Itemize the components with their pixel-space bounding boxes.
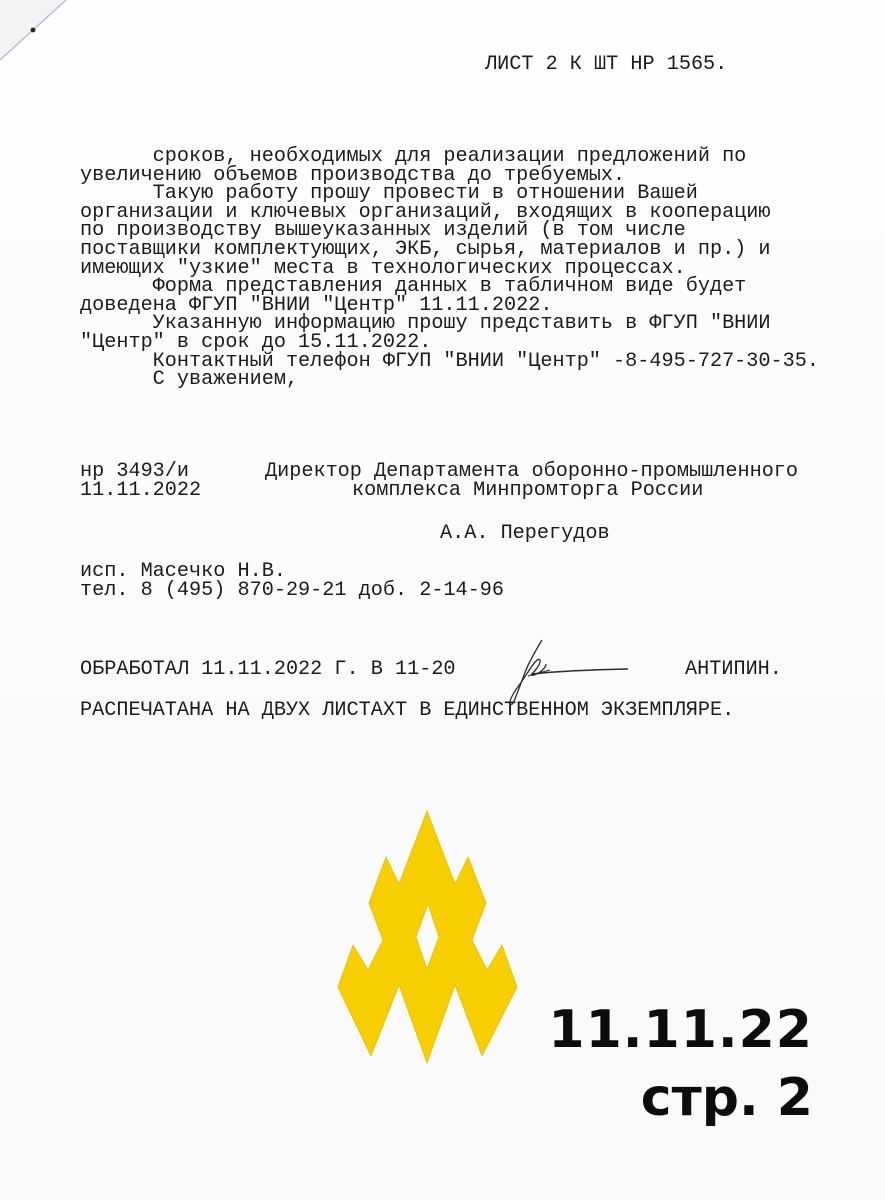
body-line: по производству вышеуказанных изделий (в том числе bbox=[80, 219, 686, 243]
registration-date: 11.11.2022 bbox=[80, 479, 202, 502]
signatory-name: А.А. Перегудов bbox=[440, 522, 610, 545]
body-line: Форма представления данных в табличном виде будет bbox=[80, 275, 747, 299]
yellow-rhombus-emblem-icon bbox=[330, 805, 530, 1070]
stamp-page-number: стр. 2 bbox=[640, 1068, 813, 1128]
body-line: увеличению объемов производства до требуемых. bbox=[80, 163, 626, 187]
body-line: доведена ФГУП "ВНИИ "Центр" 11.11.2022. bbox=[80, 293, 553, 317]
executor-name: исп. Масечко Н.В. bbox=[80, 560, 286, 583]
printed-copies-note: РАСПЕЧАТАНА НА ДВУХ ЛИСТАХТ В ЕДИНСТВЕННОМ ЭКЗЕМПЛЯРЕ. bbox=[80, 699, 735, 722]
body-line: имеющих "узкие" места в технологических процессах. bbox=[80, 256, 686, 280]
body-line: Указанную информацию прошу представить в ФГУП "ВНИИ bbox=[80, 312, 771, 336]
body-line: "Центр" в срок до 15.11.2022. bbox=[80, 330, 432, 354]
executor-phone: тел. 8 (495) 870-29-21 доб. 2-14-96 bbox=[80, 579, 505, 602]
sheet-header: ЛИСТ 2 К ШТ НР 1565. bbox=[485, 53, 728, 76]
body-line: С уважением, bbox=[80, 368, 299, 392]
processor-name: АНТИПИН. bbox=[685, 658, 782, 681]
signatory-title-line2: комплекса Минпромторга России bbox=[352, 479, 704, 502]
body-line: Контактный телефон ФГУП "ВНИИ "Центр" -8-495-727-30-35. bbox=[80, 349, 819, 373]
letter-body bbox=[80, 145, 860, 392]
body-line: сроков, необходимых для реализации предложений по bbox=[80, 145, 747, 168]
handwritten-signature-icon bbox=[490, 632, 640, 712]
processed-note: ОБРАБОТАЛ 11.11.2022 Г. В 11-20 bbox=[80, 658, 456, 681]
stamp-date: 11.11.22 bbox=[548, 1000, 813, 1060]
body-line: поставщики комплектующих, ЭКБ, сырья, материалов и пр.) и bbox=[80, 237, 771, 261]
signatory-title-line1: Директор Департамента оборонно-промышленного bbox=[265, 460, 799, 483]
body-line: организации и ключевых организаций, входящих в кооперацию bbox=[80, 200, 771, 224]
registration-number: нр 3493/и bbox=[80, 460, 190, 483]
body-line: Такую работу прошу провести в отношении Вашей bbox=[80, 182, 698, 206]
